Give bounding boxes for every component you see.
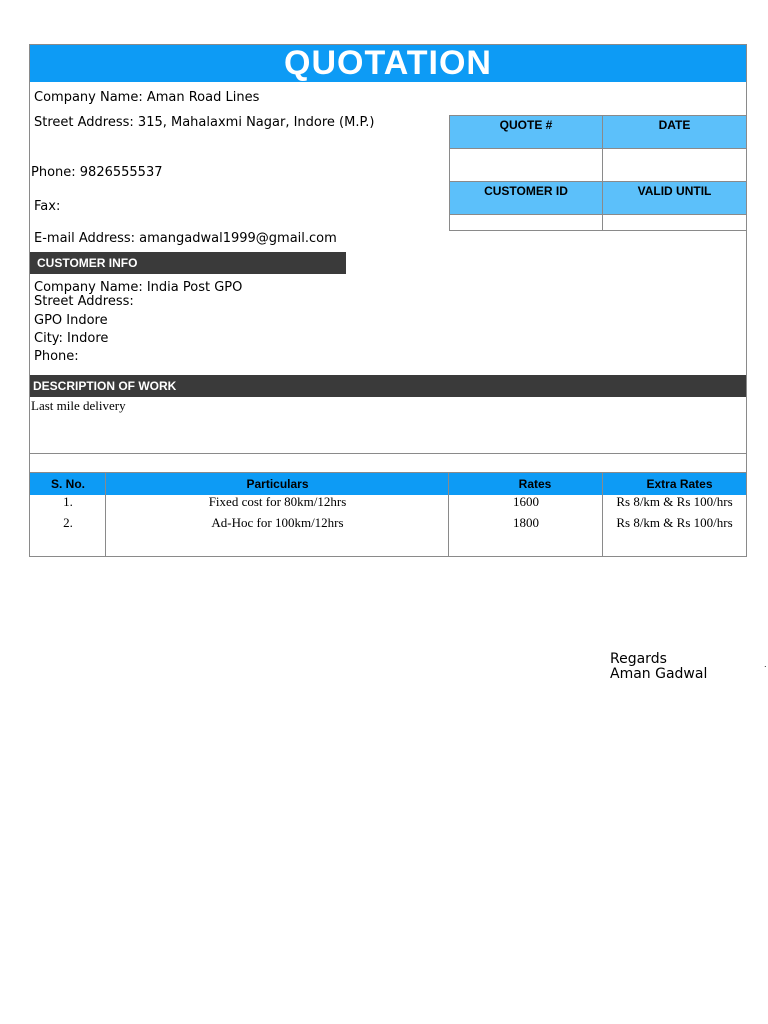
customer-id-field[interactable] xyxy=(449,214,603,231)
description-box xyxy=(30,397,746,454)
row-rate: 1600 xyxy=(513,494,539,509)
description-text: Last mile delivery xyxy=(31,398,126,413)
table-header xyxy=(30,472,746,495)
header-extra-rates: Extra Rates xyxy=(646,477,713,491)
customer-city: City: Indore xyxy=(34,331,109,346)
header-sno: S. No. xyxy=(50,477,85,491)
quotation-sheet xyxy=(29,44,747,557)
company-phone: Phone: 9826555537 xyxy=(31,165,163,180)
valid-until-field[interactable] xyxy=(602,214,747,231)
valid-until-header: VALID UNTIL xyxy=(602,181,747,215)
row-extra-rate: Rs 8/km & Rs 100/hrs xyxy=(616,494,733,509)
quote-number-field[interactable] xyxy=(449,148,603,182)
header-rates: Rates xyxy=(518,477,552,491)
customer-id-header: CUSTOMER ID xyxy=(449,181,603,215)
description-heading: DESCRIPTION OF WORK xyxy=(30,375,746,397)
row-sno: 2. xyxy=(63,515,73,530)
row-extra-rate: Rs 8/km & Rs 100/hrs xyxy=(616,515,733,530)
customer-info-heading: CUSTOMER INFO xyxy=(30,252,346,274)
row-particulars: Ad-Hoc for 100km/12hrs xyxy=(211,515,344,530)
corner-mark: . xyxy=(764,660,767,669)
company-name: Company Name: Aman Road Lines xyxy=(34,90,260,105)
row-rate: 1800 xyxy=(513,515,539,530)
date-header: DATE xyxy=(602,115,747,149)
company-address: Street Address: 315, Mahalaxmi Nagar, Indore (M.P.) xyxy=(34,115,375,130)
regards-text: Regards xyxy=(610,651,667,667)
rates-table xyxy=(30,472,746,557)
company-fax: Fax: xyxy=(34,199,61,214)
row-sno: 1. xyxy=(63,494,73,509)
header-particulars: Particulars xyxy=(246,477,309,491)
signatory-name: Aman Gadwal xyxy=(610,666,708,682)
customer-company: Company Name: India Post GPO xyxy=(34,280,243,295)
customer-address-value: GPO Indore xyxy=(34,313,108,328)
row-particulars: Fixed cost for 80km/12hrs xyxy=(208,494,347,509)
customer-street-address: Street Address: xyxy=(34,294,134,309)
quote-number-header: QUOTE # xyxy=(449,115,603,149)
date-field[interactable] xyxy=(602,148,747,182)
customer-phone: Phone: xyxy=(34,349,79,364)
quotation-title: QUOTATION xyxy=(30,45,746,82)
company-email: E-mail Address: amangadwal1999@gmail.com xyxy=(34,231,337,246)
